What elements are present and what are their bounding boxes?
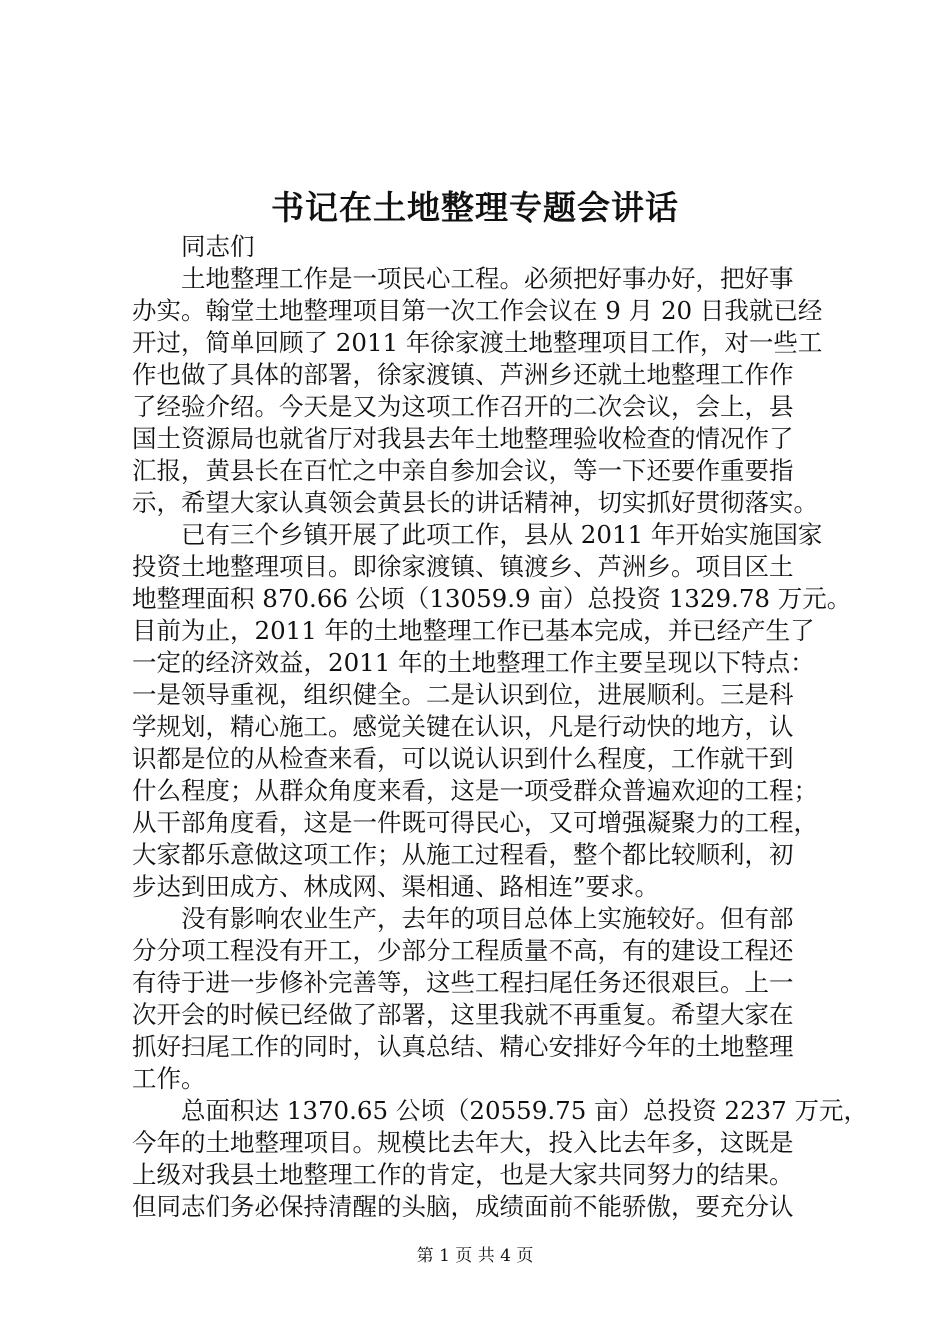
paragraph-line: 次开会的时候已经做了部署，这里我就不再重复。希望大家在 xyxy=(132,1000,794,1029)
paragraph-line: 分分项工程没有开工，少部分工程质量不高，有的建设工程还 xyxy=(132,936,794,965)
paragraph-line: 学规划，精心施工。感觉关键在认识，凡是行动快的地方，认 xyxy=(132,712,794,741)
paragraph-line: 上级对我县土地整理工作的肯定，也是大家共同努力的结果。 xyxy=(132,1160,794,1189)
paragraph-line: 地整理面积 870.66 公顷（13059.9 亩）总投资 1329.78 万元。 xyxy=(132,584,852,613)
paragraph-line: 从干部角度看，这是一件既可得民心，又可增强凝聚力的工程， xyxy=(132,808,818,837)
paragraph-line: 步达到田成方、林成网、渠相通、路相连”要求。 xyxy=(132,872,660,901)
paragraph-line: 一是领导重视，组织健全。二是认识到位，进展顺利。三是科 xyxy=(132,680,794,709)
paragraph-line: 目前为止，2011 年的土地整理工作已基本完成，并已经产生了 xyxy=(132,616,815,645)
paragraph-line: 今年的土地整理项目。规模比去年大，投入比去年多，这既是 xyxy=(132,1128,794,1157)
paragraph-line: 土地整理工作是一项民心工程。必须把好事办好，把好事 xyxy=(181,264,794,293)
paragraph-line: 工作。 xyxy=(132,1064,206,1093)
paragraph-line: 投资土地整理项目。即徐家渡镇、镇渡乡、芦洲乡。项目区土 xyxy=(132,552,794,581)
paragraph-line: 办实。翰堂土地整理项目第一次工作会议在 9 月 20 日我就已经 xyxy=(132,296,823,325)
paragraph-line: 国土资源局也就省厅对我县去年土地整理验收检查的情况作了 xyxy=(132,424,794,453)
document-body xyxy=(132,231,869,1223)
paragraph-line: 抓好扫尾工作的同时，认真总结、精心安排好今年的土地整理 xyxy=(132,1032,794,1061)
document-title: 书记在土地整理专题会讲话 xyxy=(271,188,679,227)
paragraph-line: 已有三个乡镇开展了此项工作，县从 2011 年开始实施国家 xyxy=(181,520,823,549)
paragraph-line: 总面积达 1370.65 公顷（20559.75 亩）总投资 2237 万元， xyxy=(181,1096,869,1125)
paragraph-line: 开过，简单回顾了 2011 年徐家渡土地整理项目工作，对一些工 xyxy=(132,328,823,357)
paragraph-line: 作也做了具体的部署，徐家渡镇、芦洲乡还就土地整理工作作 xyxy=(132,360,794,389)
paragraph-line: 汇报，黄县长在百忙之中亲自参加会议，等一下还要作重要指 xyxy=(132,456,794,485)
paragraph-line: 了经验介绍。今天是又为这项工作召开的二次会议，会上，县 xyxy=(132,392,794,421)
paragraph-line: 大家都乐意做这项工作；从施工过程看，整个都比较顺利，初 xyxy=(132,840,794,869)
page-footer: 第 1 页 共 4 页 xyxy=(416,1246,534,1266)
paragraph-line: 有待于进一步修补完善等，这些工程扫尾任务还很艰巨。上一 xyxy=(132,968,794,997)
paragraph-line: 什么程度；从群众角度来看，这是一项受群众普遍欢迎的工程； xyxy=(132,776,818,805)
paragraph-line: 但同志们务必保持清醒的头脑，成绩面前不能骄傲，要充分认 xyxy=(132,1192,794,1221)
paragraph-line: 识都是位的从检查来看，可以说认识到什么程度，工作就干到 xyxy=(132,744,794,773)
salutation-line: 同志们 xyxy=(181,232,255,261)
paragraph-line: 没有影响农业生产，去年的项目总体上实施较好。但有部 xyxy=(181,904,794,933)
paragraph-line: 示，希望大家认真领会黄县长的讲话精神，切实抓好贯彻落实。 xyxy=(132,488,818,517)
paragraph-line: 一定的经济效益，2011 年的土地整理工作主要呈现以下特点： xyxy=(132,648,815,677)
